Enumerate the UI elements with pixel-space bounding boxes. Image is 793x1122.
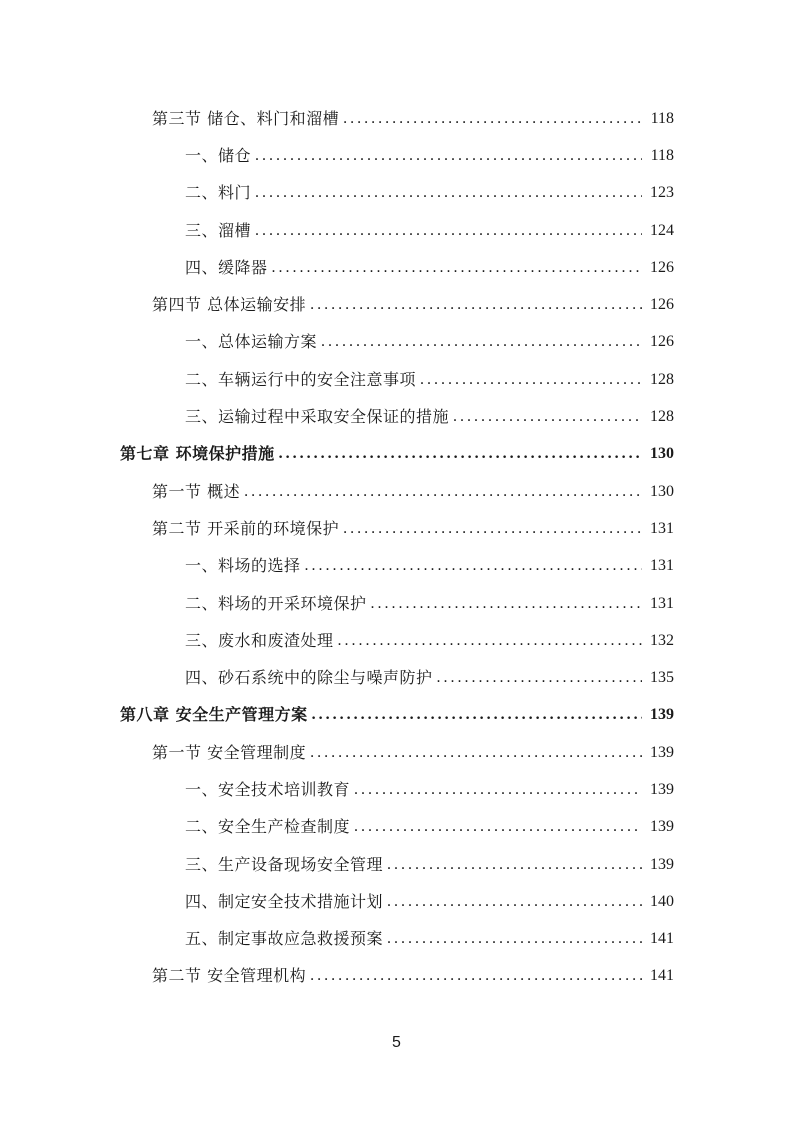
toc-section-entry[interactable] — [0, 510, 793, 547]
toc-subsection-entry[interactable] — [0, 249, 793, 286]
toc-dot-leader — [354, 819, 642, 835]
toc-entry-title: 第二节 安全管理机构 — [152, 966, 307, 986]
toc-entry-page: 128 — [650, 370, 674, 388]
toc-entry-title: 第一节 安全管理制度 — [152, 742, 307, 762]
toc-subsection-entry[interactable] — [0, 585, 793, 622]
toc-entry-page: 140 — [650, 892, 674, 910]
toc-entry-page: 128 — [650, 408, 674, 426]
toc-dot-leader — [305, 558, 642, 574]
toc-entry-title: 四、缓降器 — [185, 257, 268, 277]
toc-entry-page: 126 — [650, 333, 674, 351]
toc-subsection-entry[interactable] — [0, 212, 793, 249]
toc-subsection-entry[interactable] — [0, 324, 793, 361]
toc-entry-page: 141 — [650, 930, 674, 948]
toc-subsection-entry[interactable] — [0, 137, 793, 174]
toc-entry-title: 一、安全技术培训教育 — [185, 779, 351, 799]
toc-entry-title: 第一节 概述 — [152, 481, 241, 501]
toc-entry-title: 二、料场的开采环境保护 — [185, 593, 367, 613]
toc-chapter-entry[interactable] — [0, 697, 793, 734]
toc-entry-title: 二、安全生产检查制度 — [185, 817, 351, 837]
toc-subsection-entry[interactable] — [0, 361, 793, 398]
toc-entry-page: 139 — [650, 780, 674, 798]
toc-entry-page: 131 — [650, 519, 674, 537]
toc-entry-title: 一、总体运输方案 — [185, 332, 318, 352]
toc-dot-leader — [371, 596, 642, 612]
toc-entry-title: 四、制定安全技术措施计划 — [185, 891, 384, 911]
toc-section-entry[interactable] — [0, 473, 793, 510]
toc-entry-page: 139 — [650, 743, 674, 761]
toc-entry-page: 139 — [650, 855, 674, 873]
toc-entry-page: 118 — [650, 109, 674, 127]
toc-dot-leader — [453, 409, 642, 425]
toc-subsection-entry[interactable] — [0, 659, 793, 696]
toc-subsection-entry[interactable] — [0, 883, 793, 920]
toc-entry-title: 第四节 总体运输安排 — [152, 295, 307, 315]
toc-subsection-entry[interactable] — [0, 921, 793, 958]
toc-dot-leader — [338, 633, 642, 649]
toc-subsection-entry[interactable] — [0, 771, 793, 808]
toc-entry-page: 130 — [650, 482, 674, 500]
toc-subsection-entry[interactable] — [0, 809, 793, 846]
toc-dot-leader — [255, 148, 642, 164]
toc-entry-page: 139 — [650, 706, 674, 724]
toc-entry-page: 118 — [650, 146, 674, 164]
toc-entry-page: 130 — [650, 445, 674, 463]
toc-section-entry[interactable] — [0, 100, 793, 137]
toc-subsection-entry[interactable] — [0, 622, 793, 659]
toc-entry-title: 一、料场的选择 — [185, 556, 301, 576]
toc-entry-title: 第八章 安全生产管理方案 — [120, 705, 308, 725]
toc-dot-leader — [279, 446, 642, 462]
toc-dot-leader — [255, 185, 642, 201]
toc-subsection-entry[interactable] — [0, 846, 793, 883]
toc-dot-leader — [437, 670, 642, 686]
toc-subsection-entry[interactable] — [0, 175, 793, 212]
toc-dot-leader — [312, 707, 642, 723]
toc-dot-leader — [343, 111, 642, 127]
toc-section-entry[interactable] — [0, 286, 793, 323]
toc-subsection-entry[interactable] — [0, 548, 793, 585]
toc-entry-title: 第三节 储仓、料门和溜槽 — [152, 108, 340, 128]
toc-entry-page: 124 — [650, 221, 674, 239]
toc-entry-title: 第二节 开采前的环境保护 — [152, 518, 340, 538]
page-number: 5 — [392, 1034, 401, 1051]
toc-dot-leader — [387, 931, 642, 947]
toc-section-entry[interactable] — [0, 734, 793, 771]
toc-entry-title: 三、废水和废渣处理 — [185, 630, 334, 650]
toc-dot-leader — [387, 857, 642, 873]
toc-entry-title: 三、运输过程中采取安全保证的措施 — [185, 407, 450, 427]
toc-entry-title: 二、车辆运行中的安全注意事项 — [185, 369, 417, 389]
toc-entry-page: 131 — [650, 557, 674, 575]
toc-entry-title: 三、生产设备现场安全管理 — [185, 854, 384, 874]
toc-entry-page: 123 — [650, 184, 674, 202]
toc-dot-leader — [310, 968, 642, 984]
toc-section-entry[interactable] — [0, 958, 793, 995]
toc-subsection-entry[interactable] — [0, 398, 793, 435]
toc-dot-leader — [420, 372, 642, 388]
toc-entry-page: 126 — [650, 296, 674, 314]
toc-dot-leader — [387, 894, 642, 910]
toc-entry-title: 四、砂石系统中的除尘与噪声防护 — [185, 668, 433, 688]
toc-entry-title: 第七章 环境保护措施 — [120, 444, 275, 464]
toc-dot-leader — [343, 521, 642, 537]
toc-dot-leader — [272, 260, 642, 276]
toc-chapter-entry[interactable] — [0, 436, 793, 473]
toc-entry-page: 135 — [650, 669, 674, 687]
toc-dot-leader — [244, 484, 642, 500]
toc-entry-title: 二、料门 — [185, 183, 252, 203]
toc-entry-page: 131 — [650, 594, 674, 612]
toc-entry-page: 139 — [650, 818, 674, 836]
toc-entry-title: 五、制定事故应急救援预案 — [185, 929, 384, 949]
table-of-contents — [0, 100, 793, 995]
toc-entry-page: 126 — [650, 258, 674, 276]
toc-dot-leader — [354, 782, 642, 798]
toc-entry-page: 141 — [650, 967, 674, 985]
toc-dot-leader — [310, 297, 642, 313]
toc-dot-leader — [321, 334, 642, 350]
toc-dot-leader — [255, 223, 642, 239]
toc-dot-leader — [310, 745, 642, 761]
toc-entry-title: 一、储仓 — [185, 145, 252, 165]
toc-entry-page: 132 — [650, 631, 674, 649]
toc-entry-title: 三、溜槽 — [185, 220, 252, 240]
